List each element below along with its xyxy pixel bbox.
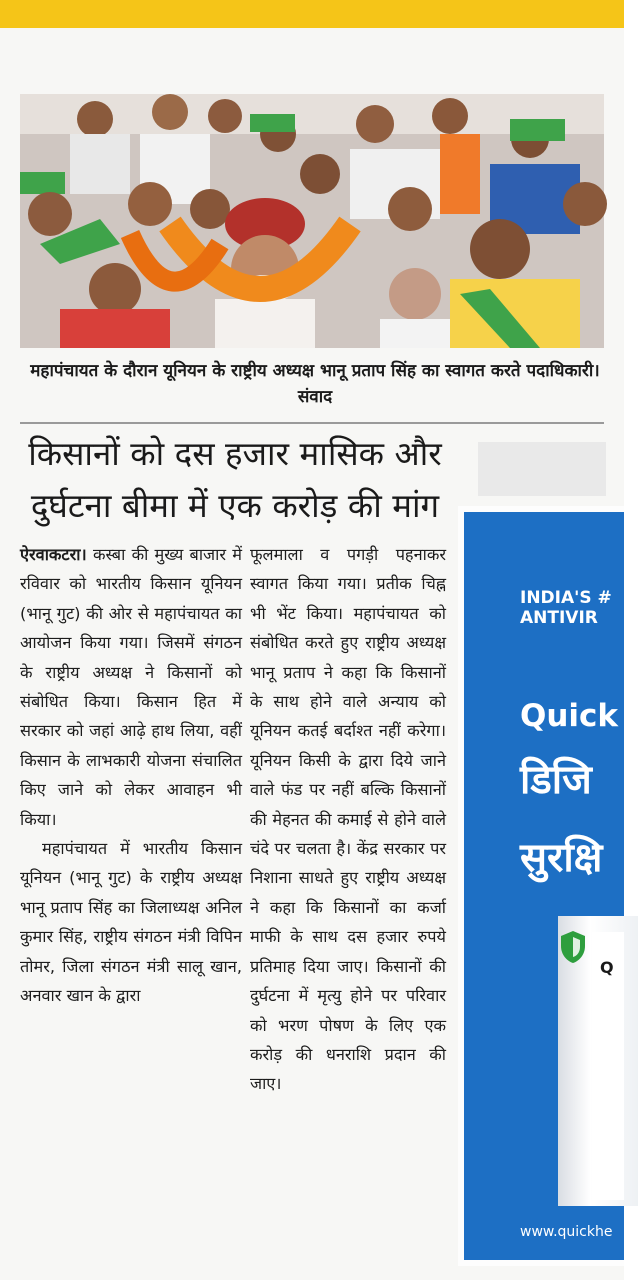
product-box-letter: Q bbox=[600, 958, 614, 977]
section-divider bbox=[20, 422, 604, 424]
headline-line-1: किसानों को दस हजार मासिक और bbox=[28, 434, 442, 473]
ad-slogan-line-1: डिजि bbox=[520, 757, 592, 803]
article-dateline: ऐरवाकटरा। bbox=[20, 545, 87, 564]
article-paragraph-3: फूलमाला व पगड़ी पहनाकर स्वागत किया गया। प्रतीक चिह्न भी भेंट किया। महापंचायत को संबोधित करते हुए राष्ट्रीय अध्यक्ष भानू प्रताप ने कहा कि किसानों के साथ होने वाले अन्याय को यूनियन कतई बर्दाश्त नहीं करेगा। यूनियन किसी के द्वारा दिये जाने वाले फंड पर नहीं बल्कि किसानों की मेहनत की कमाई से होने वाले चंदे पर चलता है। केंद्र सरकार पर निशाना साधते हुए राष्ट्रीय अध्यक्ष ने कहा कि किसानों का कर्जा माफी के साथ दस हजार रुपये प्रतिमाह दिया जाए। किसानों की दुर्घटना में मृत्यु होने पर परिवार को भरण पोषण के लिए एक करोड़ की धनराशि प्रदान की जाए। bbox=[250, 545, 446, 1094]
headline bbox=[20, 428, 450, 532]
advertisement[interactable] bbox=[458, 506, 640, 1266]
ad-tagline-1: INDIA'S # bbox=[520, 588, 612, 608]
news-photo bbox=[20, 94, 604, 348]
crowd-photo-illustration bbox=[20, 94, 604, 348]
ad-tagline-2: ANTIVIR bbox=[520, 608, 598, 628]
photo-caption bbox=[20, 358, 610, 410]
article-paragraph-1 bbox=[20, 540, 242, 834]
product-box-face bbox=[592, 932, 624, 1200]
ad-banner[interactable] bbox=[464, 512, 640, 1260]
gray-placeholder-box bbox=[478, 442, 606, 496]
article-paragraph-2: महापंचायत में भारतीय किसान यूनियन (भानू गुट) के राष्ट्रीय अध्यक्ष भानू प्रताप सिंह का जिलाध्यक्ष अनिल कुमार सिंह, राष्ट्रीय संगठन मंत्री विपिन तोमर, जिला संगठन मंत्री सालू खान, अनवार खान के द्वारा bbox=[20, 839, 242, 1006]
article-column-1 bbox=[20, 540, 242, 1011]
ad-slogan-line-2: सुरक्षि bbox=[520, 835, 603, 881]
article-paragraph-1-text: कस्बा की मुख्य बाजार में रविवार को भारतीय किसान यूनियन (भानू गुट) की ओर से महापंचायत का आयोजन किया गया। जिसमें संगठन के राष्ट्रीय अध्यक्ष ने किसानों को संबोधित किया। किसान हित में सरकार को जहां आढ़े हाथ लिया, वहीं किसान के लाभकारी योजना संचालित किए जाने को लेकर आवाहन भी किया। bbox=[20, 545, 242, 829]
ad-tagline bbox=[520, 588, 612, 628]
ad-url[interactable]: www.quickhe bbox=[520, 1224, 613, 1240]
headline-line-2: दुर्घटना बीमा में एक करोड़ की मांग bbox=[30, 486, 440, 525]
ad-brand-name: Quick I bbox=[520, 698, 640, 734]
caption-text: महापंचायत के दौरान यूनियन के राष्ट्रीय अध्यक्ष भानू प्रताप सिंह का स्वागत करते पदाधिकारी। bbox=[30, 361, 600, 381]
article-column-2 bbox=[250, 540, 446, 1099]
shield-icon bbox=[560, 930, 586, 964]
caption-credit: संवाद bbox=[297, 387, 333, 407]
top-bar bbox=[0, 0, 624, 28]
